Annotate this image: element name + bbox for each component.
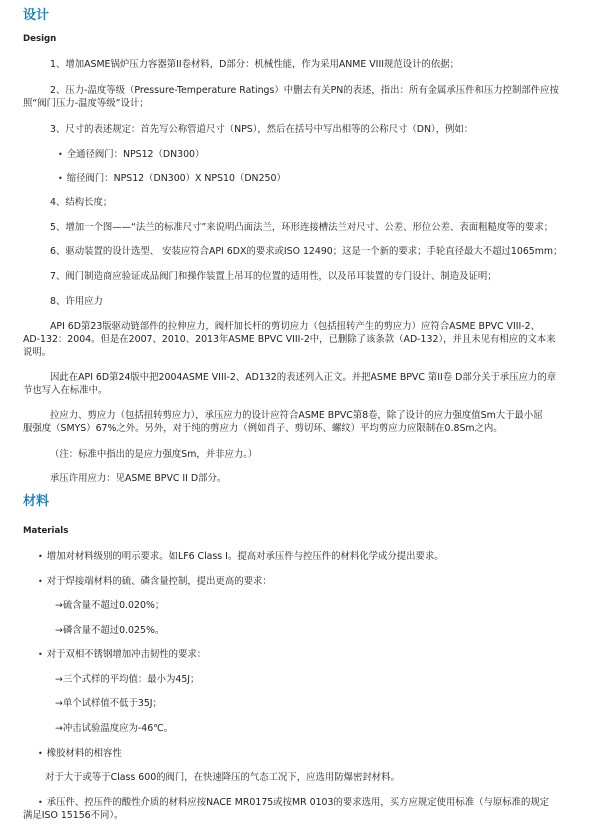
- design-item-2-line2: 照“阀门压力-温度等级”设计；: [23, 98, 149, 109]
- materials-bullet-grade-text: 增加对材料级别的明示要求。如LF6 Class I。提高对承压件与控压件的材料化学成分提出要求。: [46, 551, 444, 562]
- materials-bullet-sour-service: [38, 796, 549, 809]
- design-item-5: 5、增加一个图——“法兰的标准尺寸”来说明凸面法兰，环形连接槽法兰对尺寸、公差、形位公差、表面粗糙度等的要求；: [50, 222, 554, 233]
- materials-bullet-rubber: [38, 747, 122, 760]
- design-item-8: 8、许用应力: [50, 296, 103, 307]
- bullet-icon: •: [38, 798, 43, 807]
- design-stress-para-2-line1: 因此在API 6D第24版中把2004ASME VIII-2、AD132的表述列入正文。并把ASME BPVC 第II卷 D部分关于承压应力的章: [50, 372, 557, 383]
- design-item-4: 4、结构长度；: [50, 197, 113, 208]
- materials-sulfur-limit: →硫含量不超过0.020%；: [55, 600, 165, 611]
- materials-impact-single: →单个试样值不低于35J；: [55, 698, 162, 709]
- design-stress-para-1-line1: API 6D第23版驱动链部件的拉伸应力，阀杆加长杆的剪切应力（包括扭转产生的剪应力）应符合ASME BPVC VIII-2、: [50, 321, 540, 332]
- design-stress-para-1-line2: AD-132：2004。但是在2007、2010、2013年ASME BPVC VIII-2中，已删除了该条款（AD-132），并且未见有相应的文本来: [23, 334, 556, 345]
- design-stress-para-1-line3: 说明。: [23, 347, 52, 358]
- design-item-3: 3、尺寸的表述规定：首先写公称管道尺寸（NPS），然后在括号中写出相等的公称尺寸（DN），例如：: [50, 124, 474, 135]
- materials-rubber-para: 对于大于或等于Class 600的阀门，在快速降压的气态工况下，应选用防爆密封材料。: [45, 772, 400, 783]
- materials-subheading: Materials: [23, 526, 69, 536]
- materials-bullet-sour-service-text: 承压件、控压件的酸性介质的材料应按NACE MR0175或按MR 0103的要求选用，买方应规定使用标准（与原标准的规定: [46, 797, 550, 808]
- design-stress-para-2-line2: 节也写入在标准中。: [23, 385, 108, 396]
- design-bullet-full-bore: [58, 148, 204, 161]
- design-bullet-reduced-bore-text: 缩径阀门：NPS12（DN300）X NPS10（DN250）: [66, 173, 286, 184]
- bullet-icon: •: [58, 150, 63, 159]
- materials-bullet-grade: [38, 550, 444, 563]
- materials-phosphorus-limit: →磷含量不超过0.025%。: [55, 625, 165, 636]
- design-bullet-reduced-bore: [58, 172, 286, 185]
- design-subheading: Design: [23, 34, 57, 44]
- design-stress-para-3-line1: 拉应力、剪应力（包括扭转剪应力），承压应力的设计应符合ASME BPVC第8卷，除了设计的应力强度值Sm大于最小屈: [50, 410, 543, 421]
- design-heading: 设计: [23, 8, 50, 23]
- design-allowable-stress: 承压许用应力：见ASME BPVC II D部分。: [50, 473, 227, 484]
- materials-bullet-duplex: [38, 648, 206, 661]
- bullet-icon: •: [38, 650, 43, 659]
- materials-heading: 材料: [23, 494, 50, 509]
- materials-bullet-weld-end: [38, 575, 272, 588]
- materials-impact-temperature: →冲击试验温度应为-46℃。: [55, 723, 174, 734]
- design-item-6: 6、驱动装置的设计选型、 安装应符合API 6DX的要求或ISO 12490；这是一个新的要求；手轮直径最大不超过1065mm；: [50, 246, 563, 257]
- design-item-7: 7、阀门制造商应验证成品阀门和操作装置上吊耳的位置的适用性，以及吊耳装置的专门设计、制造及证明；: [50, 271, 497, 282]
- bullet-icon: •: [58, 174, 63, 183]
- materials-impact-average: →三个式样的平均值：最小为45J；: [55, 674, 200, 685]
- bullet-icon: •: [38, 552, 43, 561]
- design-note: （注：标准中指出的是应力强度Sm，并非应力。）: [50, 449, 258, 460]
- materials-sour-service-line2: 满足ISO 15156不同）。: [23, 810, 124, 821]
- materials-bullet-rubber-text: 橡胶材料的相容性: [46, 748, 122, 759]
- bullet-icon: •: [38, 749, 43, 758]
- materials-bullet-duplex-text: 对于双相不锈钢增加冲击韧性的要求：: [46, 649, 207, 660]
- design-bullet-full-bore-text: 全通径阀门：NPS12（DN300）: [66, 149, 205, 160]
- design-item-2-line1: 2、压力-温度等级（Pressure-Temperature Ratings）中删去有关PN的表述，指出：所有金属承压件和压力控制部件应按: [50, 85, 559, 96]
- design-item-1: 1、增加ASME锅炉压力容器第II卷材料，D部分：机械性能，作为采用ANME VIII规范设计的依据；: [50, 59, 459, 70]
- design-stress-para-3-line2: 服强度（SMYS）67%之外。另外，对于纯的剪应力（例如肖子、剪切环、螺纹）平均剪应力应限制在0.8Sm之内。: [23, 423, 503, 434]
- bullet-icon: •: [38, 577, 43, 586]
- materials-bullet-weld-end-text: 对于焊接端材料的硫、磷含量控制，提出更高的要求：: [46, 576, 272, 587]
